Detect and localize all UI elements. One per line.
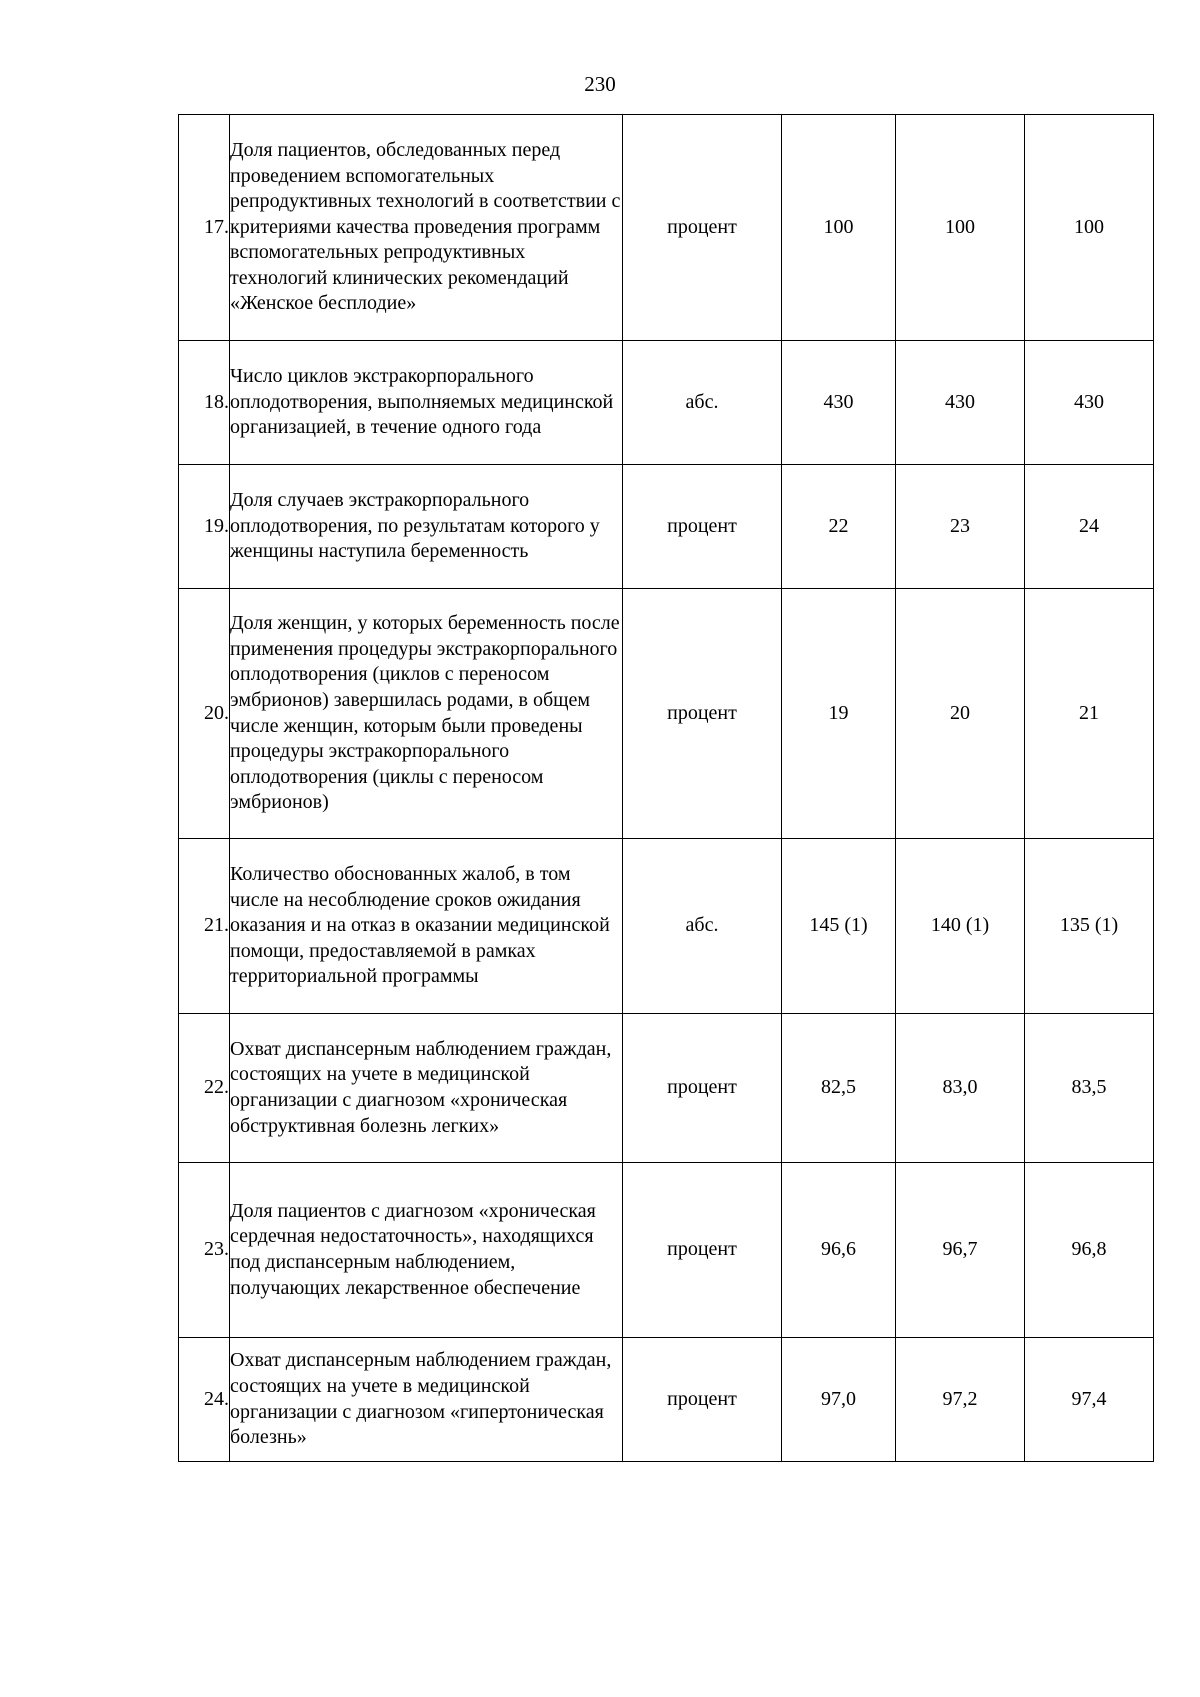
value-year-2: 140 (1) bbox=[896, 839, 1025, 1014]
value-year-2: 83,0 bbox=[896, 1014, 1025, 1163]
value-year-3: 96,8 bbox=[1025, 1163, 1154, 1338]
row-number: 21. bbox=[179, 839, 230, 1014]
row-number: 24. bbox=[179, 1338, 230, 1462]
value-year-1: 430 bbox=[782, 341, 896, 465]
value-year-1: 145 (1) bbox=[782, 839, 896, 1014]
value-year-1: 100 bbox=[782, 115, 896, 341]
value-year-1: 97,0 bbox=[782, 1338, 896, 1462]
row-number: 23. bbox=[179, 1163, 230, 1338]
indicator-name: Доля пациентов, обследованных перед проведением вспомогательных репродуктивных технологий в соответствии с критериями качества проведения программ вспомогательных репродуктивных технологий клинических рекомендаций «Женское бесплодие» bbox=[230, 115, 623, 341]
row-number: 19. bbox=[179, 465, 230, 589]
indicator-name: Доля пациентов с диагнозом «хроническая сердечная недостаточность», находящихся под диспансерным наблюдением, получающих лекарственное обеспечение bbox=[230, 1163, 623, 1338]
indicator-name: Число циклов экстракорпорального оплодотворения, выполняемых медицинской организацией, в течение одного года bbox=[230, 341, 623, 465]
value-year-3: 83,5 bbox=[1025, 1014, 1154, 1163]
indicator-name: Охват диспансерным наблюдением граждан, состоящих на учете в медицинской организации с диагнозом «хроническая обструктивная болезнь легких» bbox=[230, 1014, 623, 1163]
table-row bbox=[179, 465, 1154, 589]
value-year-2: 97,2 bbox=[896, 1338, 1025, 1462]
table-row bbox=[179, 1014, 1154, 1163]
indicator-name: Доля случаев экстракорпорального оплодотворения, по результатам которого у женщины наступила беременность bbox=[230, 465, 623, 589]
unit-cell: абс. bbox=[623, 839, 782, 1014]
value-year-3: 24 bbox=[1025, 465, 1154, 589]
table-row bbox=[179, 1163, 1154, 1338]
value-year-2: 96,7 bbox=[896, 1163, 1025, 1338]
value-year-1: 19 bbox=[782, 589, 896, 839]
indicator-name: Количество обоснованных жалоб, в том числе на несоблюдение сроков ожидания оказания и на отказ в оказании медицинской помощи, предоставляемой в рамках территориальной программы bbox=[230, 839, 623, 1014]
indicator-name: Охват диспансерным наблюдением граждан, состоящих на учете в медицинской организации с диагнозом «гипертоническая болезнь» bbox=[230, 1338, 623, 1462]
row-number: 22. bbox=[179, 1014, 230, 1163]
table-row bbox=[179, 839, 1154, 1014]
indicators-table bbox=[178, 114, 1154, 1462]
table-row bbox=[179, 1338, 1154, 1462]
table-row bbox=[179, 589, 1154, 839]
value-year-2: 20 bbox=[896, 589, 1025, 839]
indicator-name: Доля женщин, у которых беременность после применения процедуры экстракорпорального оплодотворения (циклов с переносом эмбрионов) завершилась родами, в общем числе женщин, которым были проведены процедуры экстракорпорального оплодотворения (циклы с переносом эмбрионов) bbox=[230, 589, 623, 839]
unit-cell: процент bbox=[623, 465, 782, 589]
value-year-1: 82,5 bbox=[782, 1014, 896, 1163]
page-number: 230 bbox=[584, 72, 616, 96]
unit-cell: абс. bbox=[623, 341, 782, 465]
unit-cell: процент bbox=[623, 1163, 782, 1338]
value-year-1: 22 bbox=[782, 465, 896, 589]
value-year-2: 100 bbox=[896, 115, 1025, 341]
value-year-3: 97,4 bbox=[1025, 1338, 1154, 1462]
row-number: 20. bbox=[179, 589, 230, 839]
value-year-3: 100 bbox=[1025, 115, 1154, 341]
row-number: 18. bbox=[179, 341, 230, 465]
value-year-3: 135 (1) bbox=[1025, 839, 1154, 1014]
unit-cell: процент bbox=[623, 589, 782, 839]
unit-cell: процент bbox=[623, 1338, 782, 1462]
value-year-1: 96,6 bbox=[782, 1163, 896, 1338]
value-year-3: 430 bbox=[1025, 341, 1154, 465]
value-year-2: 430 bbox=[896, 341, 1025, 465]
indicators-table-body bbox=[179, 115, 1154, 1462]
value-year-3: 21 bbox=[1025, 589, 1154, 839]
unit-cell: процент bbox=[623, 1014, 782, 1163]
value-year-2: 23 bbox=[896, 465, 1025, 589]
table-row bbox=[179, 341, 1154, 465]
unit-cell: процент bbox=[623, 115, 782, 341]
row-number: 17. bbox=[179, 115, 230, 341]
table-row bbox=[179, 115, 1154, 341]
